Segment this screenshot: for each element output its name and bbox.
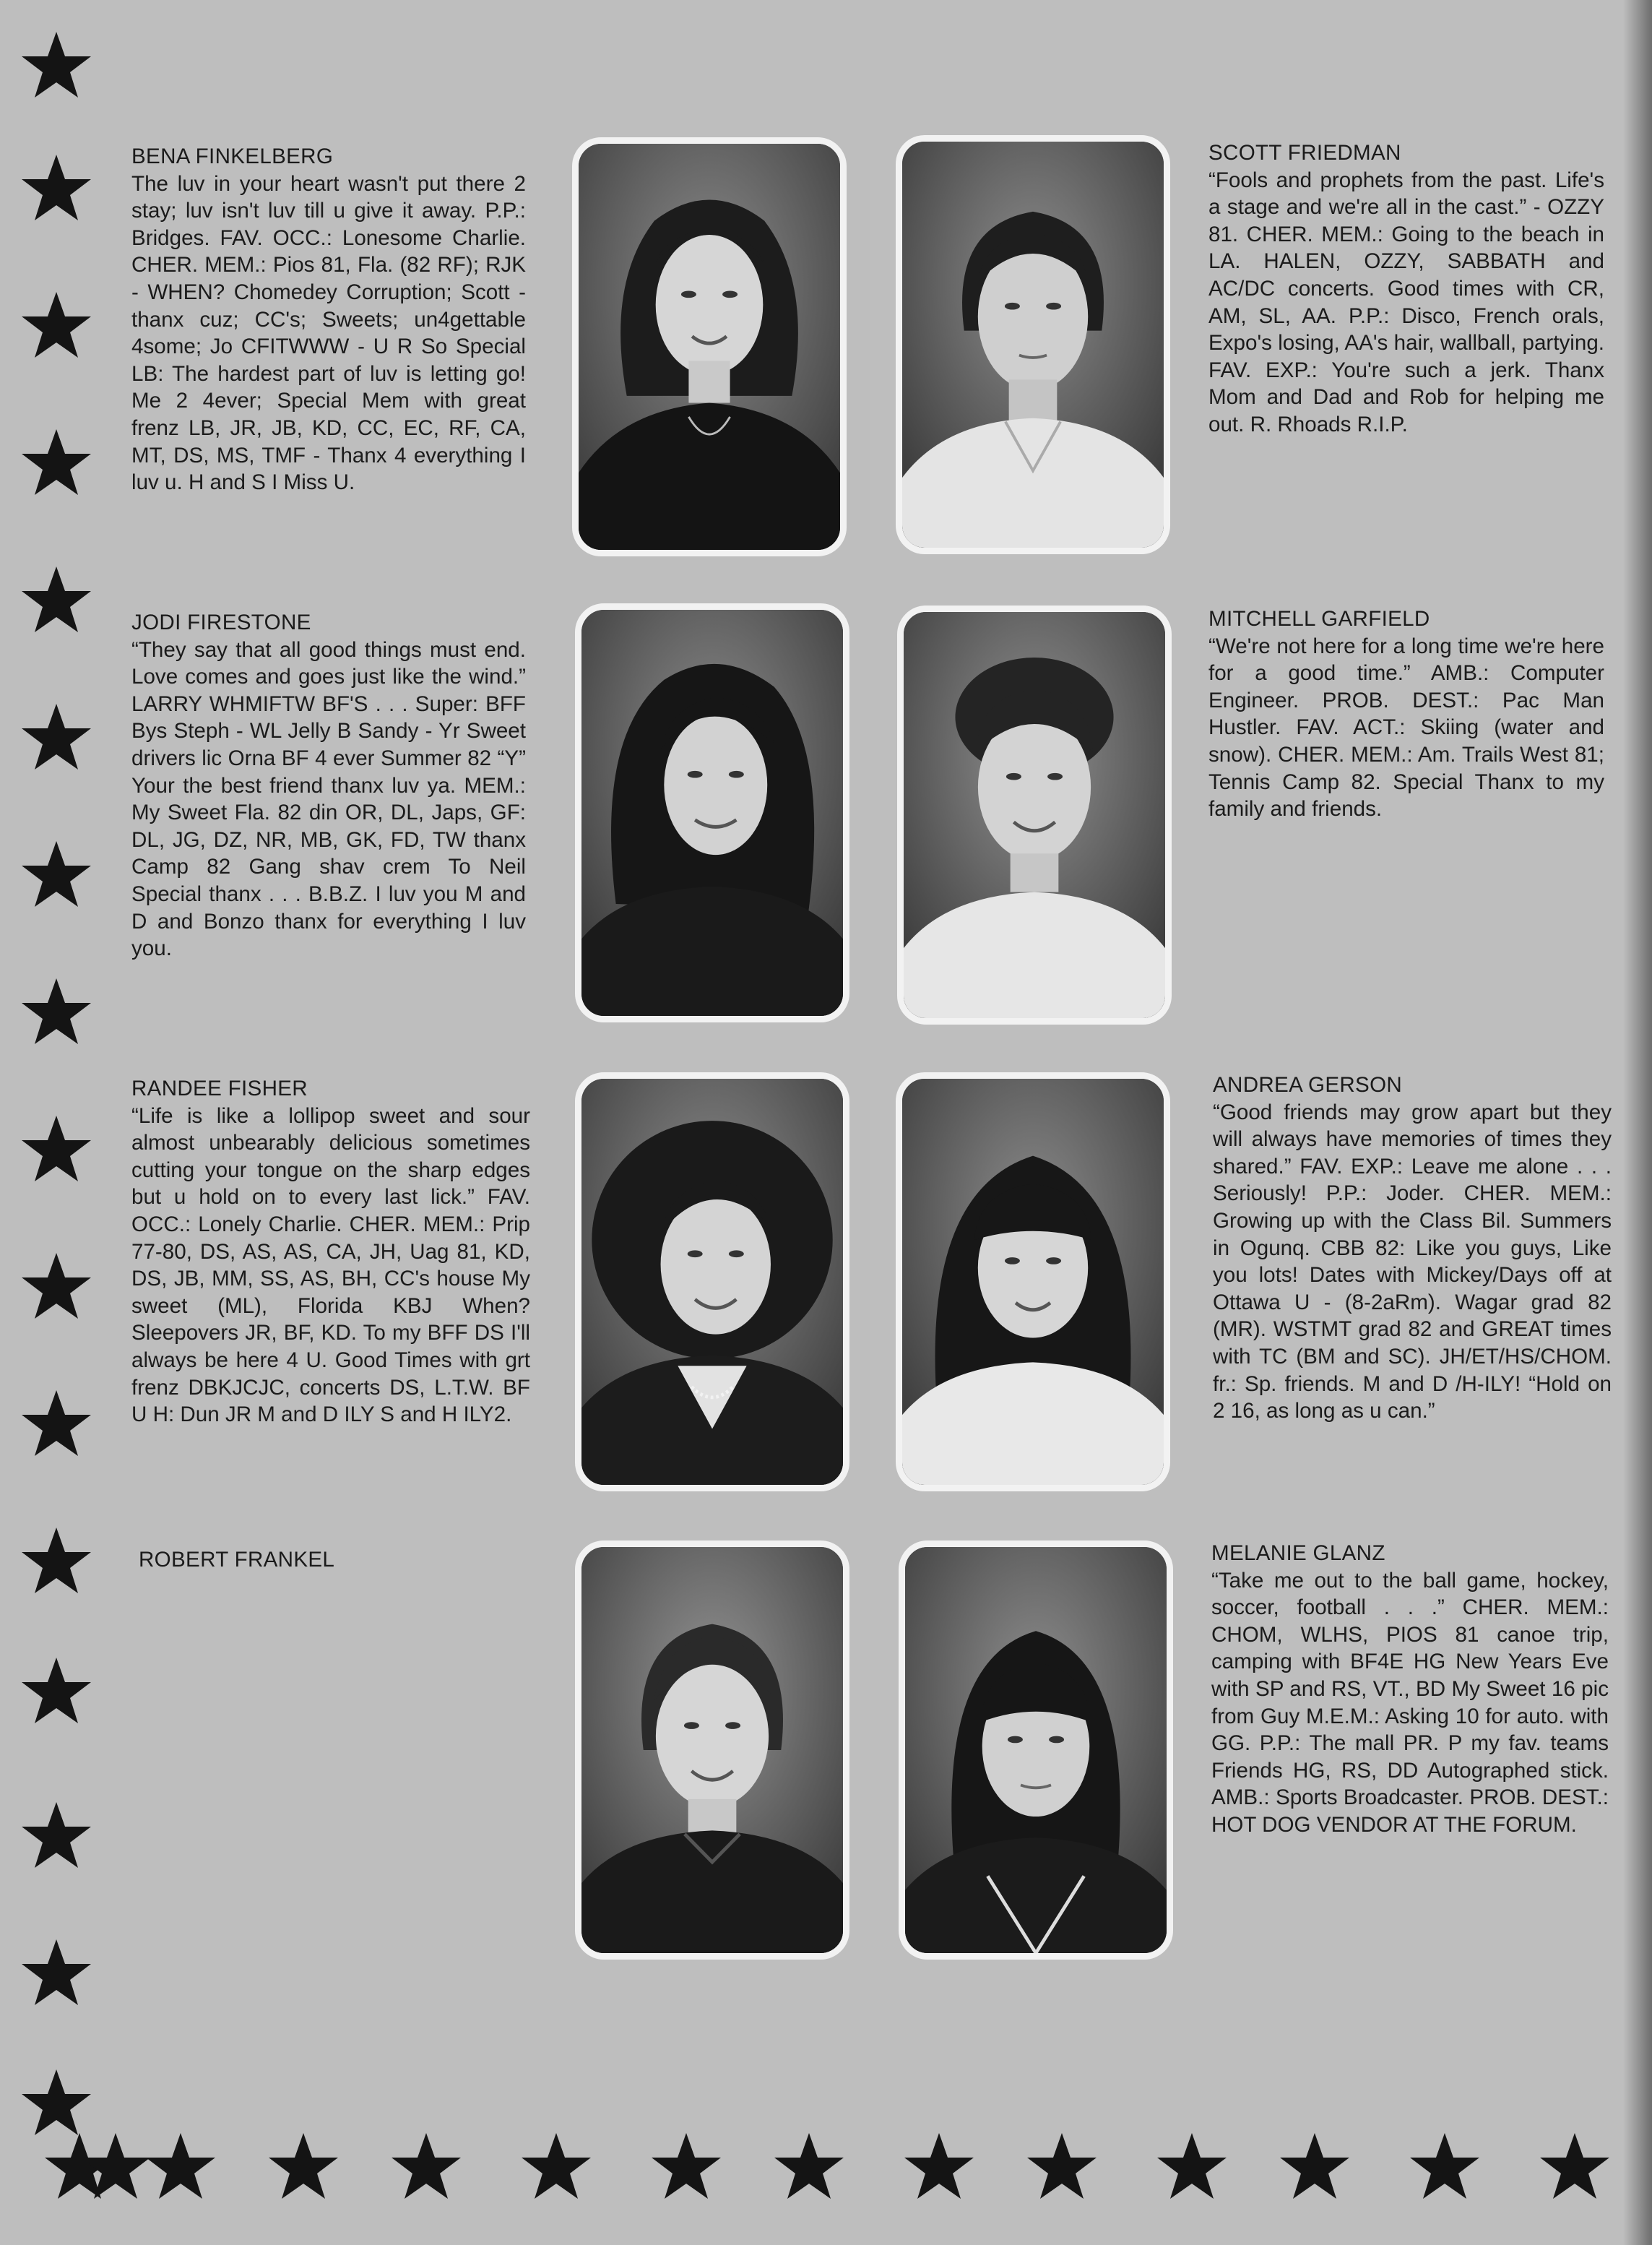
portrait-photo-bena-finkelberg: [572, 137, 847, 556]
star-icon: [1409, 2130, 1481, 2202]
star-icon: [20, 701, 92, 773]
star-icon: [144, 2130, 217, 2202]
star-icon: [20, 426, 92, 499]
star-icon: [20, 564, 92, 636]
star-icon: [20, 975, 92, 1048]
student-name: RANDEE FISHER: [131, 1077, 308, 1100]
star-icon: [20, 2067, 92, 2139]
star-icon: [20, 838, 92, 910]
star-icon: [1026, 2130, 1098, 2202]
student-bio: “Good friends may grow apart but they will always have memories of times they shared.” FAV. EXP.: Leave me alone . . . Seriously! P.P.: Joder. CHER. MEM.: Growing up with the Class Bil. Summers in Ogunq. CBB 82: Like you guys, Like you lots! Dates with Mickey/Days off at Ottawa U - (8-2aRm). Wagar grad 82 (MR). WSTMT grad 82 and GREAT times with TC (BM and SC). JH/ET/HS/CHOM. fr.: Sp. friends. M and D /H-ILY! “Hold on 2 16, as long as u can.”: [1213, 1100, 1612, 1423]
student-bio: “They say that all good things must end. Love comes and goes just like the wind.” LARRY WHMIFTW BF'S . . . Super: BFF Bys Steph - WL Jelly B Sandy - Yr Sweet drivers lic Orna BF 4 ever Summer 82 “Y” Your the best friend thanx luv ya. MEM.: My Sweet Fla. 82 din OR, DL, Japs, GF: DL, JG, DZ, NR, MB, GK, FD, TW thanx Camp 82 Gang shav crem To Neil Special thanx . . . B.B.Z. I luv you M and D and Bonzo thanx for everything I luv you.: [131, 637, 526, 961]
star-icon: [520, 2130, 592, 2202]
star-icon: [20, 1655, 92, 1727]
star-icon: [267, 2130, 340, 2202]
student-bio: “Life is like a lollipop sweet and sour almost unbearably delicious sometimes cutting your tongue on the sharp edges but u hold on to every last lick.” FAV. OCC.: Lonely Charlie. CHER. MEM.: Prip 77-80, DS, AS, AS, CA, JH, Uag 81, KD, DS, JB, MM, SS, AS, BH, CC's house My sweet (ML), Florida KBJ When? Sleepovers JR, BF, KD. To my BFF DS I'll always be here 4 U. Good Times with grt frenz DBKJCJC, concerts DS, L.T.W. BF U H: Dun JR M and D ILY S and H ILY2.: [131, 1103, 530, 1427]
star-icon: [773, 2130, 845, 2202]
student-name: ROBERT FRANKEL: [139, 1548, 335, 1572]
portrait-photo-randee-fisher: [575, 1072, 849, 1491]
student-name: BENA FINKELBERG: [131, 145, 334, 168]
star-icon: [20, 1387, 92, 1460]
bio-randee-fisher: [131, 1075, 530, 1429]
student-name: ANDREA GERSON: [1213, 1073, 1403, 1097]
book-spine-shadow: [1623, 0, 1652, 2245]
star-icon: [20, 1113, 92, 1185]
student-bio: “We're not here for a long time we're here for a good time.” AMB.: Computer Engineer. PROB. DEST.: Pac Man Hustler. FAV. ACT.: Skiing (water and snow). CHER. MEM.: Am. Trails West 81; Tennis Camp 82. Special Thanx to my family and friends.: [1208, 634, 1604, 822]
star-icon: [20, 289, 92, 361]
star-icon: [20, 1799, 92, 1871]
student-name: MITCHELL GARFIELD: [1208, 607, 1430, 631]
bio-jodi-firestone: [131, 609, 526, 962]
bio-andrea-gerson: [1213, 1072, 1612, 1425]
portrait-photo-jodi-firestone: [575, 603, 849, 1022]
star-icon: [20, 1936, 92, 2009]
star-icon: [20, 1250, 92, 1322]
star-icon: [903, 2130, 975, 2202]
student-name: JODI FIRESTONE: [131, 611, 311, 634]
bio-melanie-glanz: [1211, 1540, 1609, 1839]
portrait-photo-melanie-glanz: [899, 1541, 1173, 1960]
star-icon: [79, 2130, 152, 2202]
star-icon: [650, 2130, 722, 2202]
star-icon: [1539, 2130, 1611, 2202]
star-icon: [1156, 2130, 1228, 2202]
student-bio: The luv in your heart wasn't put there 2 stay; luv isn't luv till u give it away. P.P.: Bridges. FAV. OCC.: Lonesome Charlie. CHER. MEM.: Pios 81, Fla. (82 RF); RJK - WHEN? Chomedey Corruption; Scott - thanx cuz; CC's; Sweets; un4gettable 4some; Jo CFITWWW - U R So Special LB: The hardest part of luv is letting go! Me 2 4ever; Special Mem with great frenz LB, JR, JB, KD, CC, EC, RF, CA, MT, DS, MS, TMF - Thanx 4 everything I luv u. H and S I Miss U.: [131, 171, 526, 495]
student-bio: “Fools and prophets from the past. Life's a stage and we're all in the cast.” - OZZY 81. CHER. MEM.: Going to the beach in LA. HALEN, OZZY, SABBATH and AC/DC concerts. Good times with CR, AM, SL, AA. P.P.: Disco, French orals, Expo's losing, AA's hair, wallball, partying. FAV. EXP.: You're such a jerk. Thanx Mom and Dad and Rob for helping me out. R. Rhoads R.I.P.: [1208, 168, 1604, 436]
portrait-photo-scott-friedman: [896, 135, 1170, 554]
student-bio: “Take me out to the ball game, hockey, soccer, football . . .” CHER. MEM.: CHOM, WLHS, PIOS 81 canoe trip, camping with BF4E HG New Years Eve with SP and RS, VT., BD My Sweet 16 pic from Guy M.E.M.: Asking 10 for auto. with GG. P.P.: The mall PR. P my fav. teams Friends HG, RS, DD Autographed stick. AMB.: Sports Broadcaster. PROB. DEST.: HOT DOG VENDOR AT THE FORUM.: [1211, 1568, 1609, 1837]
star-icon: [20, 1525, 92, 1597]
star-icon: [20, 152, 92, 224]
star-icon: [20, 29, 92, 101]
bio-scott-friedman: [1208, 139, 1604, 439]
bio-bena-finkelberg: [131, 143, 526, 496]
portrait-photo-andrea-gerson: [896, 1072, 1170, 1491]
portrait-photo-robert-frankel: [575, 1541, 849, 1960]
bio-robert-frankel: [139, 1546, 529, 1574]
portrait-photo-mitchell-garfield: [897, 606, 1172, 1025]
star-icon: [390, 2130, 462, 2202]
bio-mitchell-garfield: [1208, 606, 1604, 823]
star-icon: [1279, 2130, 1351, 2202]
student-name: MELANIE GLANZ: [1211, 1541, 1385, 1565]
student-name: SCOTT FRIEDMAN: [1208, 141, 1401, 165]
